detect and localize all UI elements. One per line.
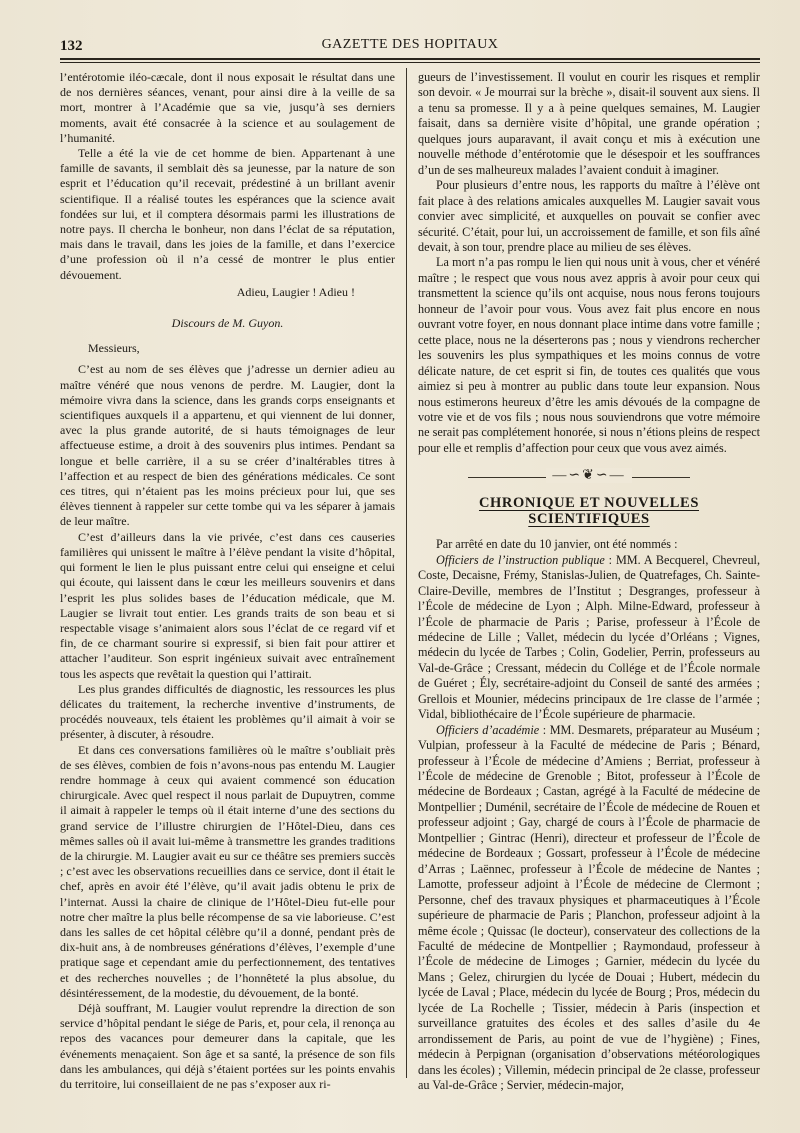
paragraph: Les plus grandes difficultés de diagnostic, les ressources les plus délicates du traitement, la recherche inventive d’instruments, de procédés nouveaux, tels étaient les problèmes qu’il aimait à voir se présenter, à discuter, à résoudre. [60, 681, 395, 742]
paragraph: C’est au nom de ses élèves que j’adresse un dernier adieu au maître vénéré que nous venons de perdre. M. Laugier, dont la mémoire vivra dans la science, dans les grands corps enseignants et scientifiques auxquels il a appartenu, et qui viennent de lui donner, avec la plus grande autorité, de si hauts témoignages de leur affectueuse estime, a droit à des souvenirs plus intimes. Pendant sa longue et belle carrière, il a su se créer d’inaltérables titres à l’affection et au respect de bien des générations médicales. Ce sont ces titres, qui n’étaient pas les moins précieux pour lui, que ses élèves tiennent à rappeler sur cette tombe qui va les séparer à jamais de leur maître. [60, 362, 395, 529]
paragraph: Telle a été la vie de cet homme de bien. Appartenant à une famille de savants, il semblait dès sa jeunesse, par la nature de son esprit et l’éducation qu’il recevait, prédestiné à un brillant avenir scientifique. Il a réalisé toutes les espérances que la science avait fondées sur lui, et il comptera désormais parmi les illustrations de notre pays. Il chercha le bonheur, non dans l’éclat de sa réputation, mais dans le travail, dans les joies de la famille, et dans l’exercice d’une profession où il n’a cessé de montrer le plus entier dévouement. [60, 146, 395, 282]
left-column [60, 70, 395, 1092]
paragraph: l’entérotomie iléo-cæcale, dont il nous exposait le résultat dans une de nos dernières séances, venant, pour ainsi dire à la veille de sa mort, montrer à l’Académie que sa vie, jusqu’à ses derniers moments, avait été consacrée à la science et au soulagement de l’humanité. [60, 70, 395, 145]
right-column [418, 70, 760, 1094]
paragraph: Déjà souffrant, M. Laugier voulut reprendre la direction de son service d’hôpital pendant le siége de Paris, et, pour cela, il renonça au repos des vacances pour demeurer dans la capitale, que les événements menaçaient. Son âge et sa santé, la présence de son fils dans les ambulances, qui déjà s’étaient portées sur les points envahis du territoire, lui conseillaient de ne pas s’exposer aux ri- [60, 1000, 395, 1091]
page-number: 132 [60, 38, 83, 54]
paragraph [418, 723, 760, 1094]
page-header [60, 30, 760, 58]
salutation: Messieurs, [88, 341, 140, 356]
paragraph: gueurs de l’investissement. Il voulut en courir les risques et remplir son devoir. « Je mourrai sur la brèche », disait-il souvent aux siens. Il a tenu sa promesse. Il y a à peine quelques semaines, M. Laugier faisait, dans sa dernière visite d’hôpital, une grande opération ; quelques jours auparavant, il avait conçu et mis à exécution une nouvelle méthode d’entérotomie que le désespoir et les souffrances d’un de ses malheureux malades l’avaient conduit à imaginer. [418, 70, 760, 177]
paragraph: Et dans ces conversations familières où le maître s’oubliait près de ses élèves, combien de fois n’avons-nous pas entendu M. Laugier rendre hommage à ceux qui avaient commencé son éducation chirurgicale. Avec quel respect il nous parlait de Dupuytren, comme il aimait à rappeler le temps où il était interne d’une des sections du grand service de l’illustre chirurgien de l’Hôtel-Dieu, dans ces mêmes salles où il avait lui-même à transmettre les grandes traditions de la chirurgie. M. Laugier avait eu sur ce théâtre ses premiers succès ; c’est avec les observations recueillies dans ce service, dont il était le chef, après en avoir été l’élève, qu’il avait jadis obtenu le prix de l’internat. Aussi la chaire de clinique de l’Hôtel-Dieu fut-elle pour notre cher maître la plus belle récompense de sa vie laborieuse. C’est dans les salles de cet hôpital célèbre qu’il a donné, pendant près de dix-huit ans, à de nombreuses générations d’élèves, l’exemple d’une pratique sage et cependant amie du perfectionnement, des tentatives et des recherches nouvelles ; de l’honnêteté la plus absolue, du désintéressement, de la modestie, du dévouement, de la bonté. [60, 742, 395, 1000]
paragraph: La mort n’a pas rompu le lien qui nous unit à vous, cher et vénéré maître ; le respect que vous nous avez appris à avoir pour ceux qui transmettent la science qu’ils ont acquise, nous nous ferons toujours honneur de l’avoir pour vous. Vous avez fait plus encore en nous ouvrant votre foyer, en nous donnant place intime dans votre famille ; cette place, nous ne la déserterons pas ; nous y viendrons rechercher les souvenirs les plus sympathiques et les moins connus de votre délicate nature, de cet esprit si fin, de toutes ces qualités que vous aimiez si peu à montrer au public dans toute leur expansion. Nous nous estimerons heureux d’être les amis dévoués de la compagne de votre vie et de vos fils ; nous nous souviendrons que votre mémoire ne serait pas complétement honorée, si nous n’étions pleins de respect pour elle et remplis d’affection pour ceux que vous avez aimés. [418, 255, 760, 455]
header-rule [60, 58, 760, 60]
paragraph: Pour plusieurs d’entre nous, les rapports du maître à l’élève ont fait place à des relations amicales auxquelles M. Laugier savait vous convier avec simplicité, et auxquelles on pouvait se confier avec sécurité. C’était, pour lui, un accroissement de famille, et son fils aîné devait, à son tour, prendre place au milieu de ses élèves. [418, 178, 760, 254]
speech-title-prefix: Discours de M. [171, 316, 249, 331]
speech-title [60, 316, 395, 331]
paragraph: Par arrêté en date du 10 janvier, ont été nommés : [436, 537, 678, 552]
speech-author: Guyon. [248, 316, 284, 331]
column-divider [406, 68, 407, 1078]
appointment-list: : MM. A Becquerel, Chevreul, Coste, Decaisne, Frémy, Stanislas-Julien, de Quatrefages, Ch. Sainte-Claire-Deville, membres de l’Institut ; Desgranges, professeur à l’École de médecine de Lyon ; Alph. Milne-Edward, professeur à l’École de pharmacie de Paris ; Parise, professeur à l’École de médecine de Lille ; Vallet, médecin du lycée d’Orléans ; Vignes, médecin du lycée de Tarbes ; Colin, Godelier, Perrin, professeurs au Val-de-Grâce ; Cressant, médecin du Collége et de l’École normale de Guéret ; Ély, secrétaire-adjoint du Conseil de santé des armées ; Grellois et Mounier, médecins principaux de 1re classe de l’armée ; Vidal, bibliothécaire de l’École supérieure de pharmacie. [418, 552, 760, 722]
appointment-category: Officiers de l’instruction publique [436, 552, 605, 567]
paragraph: C’est d’ailleurs dans la vie privée, c’est dans ces causeries familières qui unissent le maître à l’élève pendant la visite d’hôpital, qui forment le lien le plus puissant entre celui qui enseigne et celui qui écoute, qui laissent dans le cœur les meilleurs souvenirs et dans l’esprit les plus solides bases de l’éducation médicale, que M. Laugier se livrait tout entier. Les grands traits de son beau et si respectable visage s’animaient alors sous l’éclat de ce regard vif et fin, de ce charmant sourire si expressif, si bien fait pour attirer et attacher l’auditeur. Son esprit ingénieux suivait avec entraînement tous les aspects que revêtait la question qui l’attirait. [60, 529, 395, 681]
ornament-glyphs: —∽❦∽— [546, 468, 631, 483]
farewell-line: Adieu, Laugier ! Adieu ! [236, 284, 355, 299]
paragraph [418, 553, 760, 723]
running-title: GAZETTE DES HOPITAUX [321, 37, 499, 52]
appointment-category: Officiers d’académie [436, 722, 540, 737]
section-ornament [418, 468, 760, 486]
section-title: CHRONIQUE ET NOUVELLES SCIENTIFIQUES [478, 495, 699, 527]
ornament-flourish [418, 468, 760, 483]
header-rule-thin [60, 62, 760, 63]
appointment-list: : MM. Desmarets, préparateur au Muséum ; Vulpian, professeur à la Faculté de médecine de Paris ; Bénard, professeur à l’École de médecine d’Amiens ; Berriat, professeur à l’École de médecine de Grenoble ; Bitot, professeur à l’École de médecine de Bordeaux ; Castan, agrégé à la Faculté de médecine de Montpellier ; Duménil, secrétaire de l’École de médecine de Rouen et professeur adjoint ; Gay, chargé de cours à l’École de pharmacie de Montpellier ; Gintrac (Henri), directeur et professeur de l’École de médecine de Bordeaux ; Gossart, professeur à l’École de médecine d’Arras ; Laënnec, professeur à l’École de médecine de Nantes ; Lamotte, professeur adjoint à l’École de médecine de Clermont ; Personne, chef des travaux physiques et pharmaceutiques à l’École supérieure de pharmacie de Paris ; Planchon, professeur adjoint à la même école ; Quissac (le docteur), conservateur des collections de la Faculté de médecine de Montpellier ; Raymondaud, professeur à l’École de médecine de Limoges ; Garnier, médecin du lycée du Mans ; Gelez, chirurgien du lycée de Douai ; Hubert, médecin du lycée de Laval ; Place, médecin du lycée de Bourg ; Pros, médecin du lycée de La Rochelle ; Tissier, médecin à Paris (inspection et surveillance gratuites des écoles et des salles d’asile du 4e arrondissement de Paris, au point de vue de l’hygiène) ; Fines, médecin à Perpignan (organisation d’observations météorologiques dans les écoles) ; Villemin, médecin principal de 2e classe, professeur au Val-de-Grâce ; Servier, médecin-major, [418, 722, 760, 1093]
